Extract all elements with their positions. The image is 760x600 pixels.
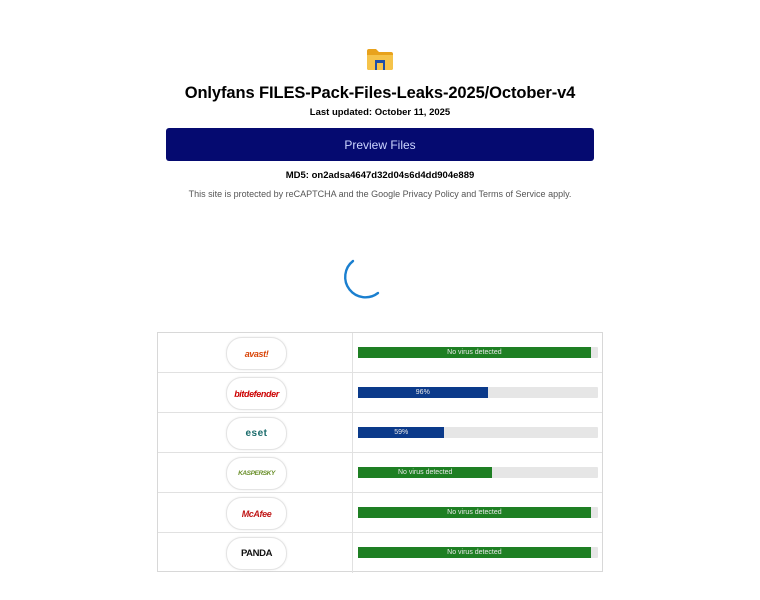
md5-hash: MD5: on2adsa4647d32d04s6d4dd904e889 [285,170,475,181]
scan-status-label: 59% [394,429,409,436]
scanner-logo-cell [158,533,353,573]
scan-row-panda [158,533,602,573]
scanner-logo-cell [158,493,353,532]
preview-files-button[interactable]: Preview Files [166,128,594,161]
scan-row-kaspersky [158,453,602,493]
scan-progress-track [358,467,598,478]
page-title: Onlyfans FILES-Pack-Files-Leaks-2025/October-v4 [184,84,576,102]
scan-status-label: No virus detected [397,469,453,476]
eset-logo-icon: eset [226,417,287,450]
loading-spinner-icon [340,250,390,300]
scanner-logo-cell [158,333,353,372]
scan-row-mcafee [158,493,602,533]
scan-status-label: No virus detected [447,509,502,516]
folder-icon [366,47,394,71]
scan-progress-track [358,347,598,358]
bitdefender-logo-icon: bitdefender [226,377,287,410]
scan-progress-track [358,507,598,518]
scan-row-bitdefender [158,373,602,413]
kaspersky-logo-icon: KASPERSKY [226,457,287,490]
scan-progress-track [358,387,598,398]
scanner-logo-cell [158,413,353,452]
scanner-logo-cell [158,453,353,492]
scan-progress-track [358,547,598,558]
panda-logo-icon: PANDA [226,537,287,570]
mcafee-logo-icon: McAfee [226,497,287,530]
scan-status-label: No virus detected [447,549,502,556]
scan-row-eset [158,413,602,453]
scanner-logo-cell [158,373,353,412]
antivirus-scan-table [157,332,603,572]
last-updated: Last updated: October 11, 2025 [309,107,451,118]
avast-logo-icon: avast! [226,337,287,370]
recaptcha-notice: This site is protected by reCAPTCHA and the Google Privacy Policy and Terms of Service apply. [188,189,572,199]
scan-status-label: No virus detected [447,349,502,356]
scan-status-label: 96% [415,389,430,396]
scan-progress-track [358,427,598,438]
scan-row-avast [158,333,602,373]
